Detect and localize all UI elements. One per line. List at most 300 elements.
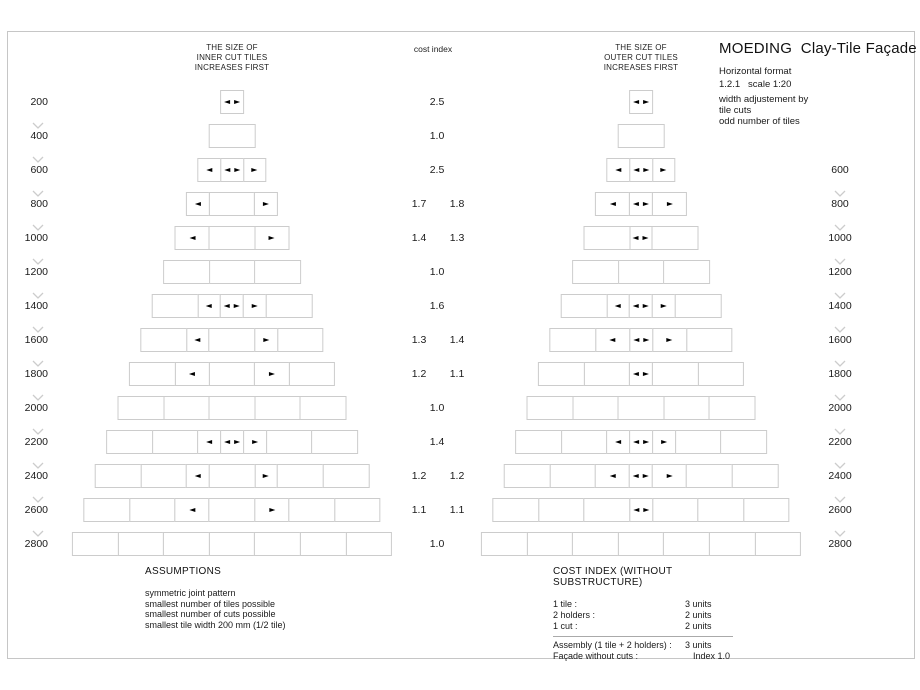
- inner-diagram-header: [132, 43, 332, 73]
- tile: [345, 532, 392, 556]
- down-chevron-icon: [32, 150, 44, 157]
- cost-value-outer: 1.2: [449, 470, 465, 482]
- tile: [720, 430, 767, 454]
- width-label-right: 2800: [828, 538, 852, 550]
- tile: [83, 498, 130, 522]
- cost-value-outer: 1.8: [449, 198, 465, 210]
- cost-row-label: Assembly (1 tile + 2 holders) :: [553, 640, 672, 650]
- assumption-line: smallest tile width 200 mm (1/2 tile): [145, 619, 286, 630]
- down-chevron-icon: [834, 184, 846, 191]
- down-chevron-icon: [834, 490, 846, 497]
- width-label-left: 200: [30, 96, 48, 108]
- width-label-right: 1000: [828, 232, 852, 244]
- tile: [618, 532, 665, 556]
- width-label-right: 1400: [828, 300, 852, 312]
- tile: [709, 532, 756, 556]
- cost-index-header: cost index: [413, 44, 453, 54]
- cut-arrow-right-icon: [252, 168, 258, 172]
- down-chevron-icon: [834, 354, 846, 361]
- tile: [629, 294, 653, 318]
- tile-group-inner: [220, 90, 244, 114]
- tile: [754, 532, 801, 556]
- tile: [209, 362, 256, 386]
- down-chevron-icon: [834, 388, 846, 395]
- tile: [220, 430, 244, 454]
- tile: [152, 294, 199, 318]
- tile-group-outer: [572, 260, 710, 284]
- tile: [652, 158, 676, 182]
- tile: [209, 192, 256, 216]
- tile: [606, 158, 630, 182]
- cut-arrow-left-icon: [615, 168, 621, 172]
- tile: [697, 498, 744, 522]
- tile: [652, 192, 687, 216]
- tile-group-outer: [584, 226, 699, 250]
- tile: [652, 464, 687, 488]
- cut-arrow-left-icon: [633, 338, 639, 342]
- tile: [300, 532, 347, 556]
- cost-value-inner: 1.7: [411, 198, 427, 210]
- width-label-right: 2600: [828, 504, 852, 516]
- down-chevron-icon: [834, 218, 846, 225]
- tile-group-outer: [618, 124, 665, 148]
- cut-arrow-right-icon: [643, 474, 649, 478]
- cut-arrow-right-icon: [666, 338, 672, 342]
- tile: [209, 226, 256, 250]
- tile: [663, 532, 710, 556]
- down-chevron-icon: [834, 422, 846, 429]
- width-label-left: 1600: [24, 334, 48, 346]
- cut-arrow-right-icon: [234, 100, 240, 104]
- cost-value: 2.5: [429, 164, 445, 176]
- tile: [538, 498, 585, 522]
- down-chevron-icon: [32, 218, 44, 225]
- tile-group-inner: [175, 226, 290, 250]
- tile: [504, 464, 551, 488]
- cost-row-value: 3 units: [685, 599, 712, 609]
- tile: [129, 362, 176, 386]
- tile: [606, 294, 630, 318]
- down-chevron-icon: [32, 490, 44, 497]
- down-chevron-icon: [32, 252, 44, 259]
- tile: [254, 260, 301, 284]
- tile: [243, 158, 267, 182]
- tile: [209, 396, 256, 420]
- cost-row-label: 1 cut :: [553, 621, 578, 631]
- tile: [652, 328, 687, 352]
- width-label-right: 600: [831, 164, 849, 176]
- tile: [584, 226, 631, 250]
- cut-arrow-right-icon: [643, 100, 649, 104]
- tile: [163, 260, 210, 284]
- cut-arrow-right-icon: [269, 236, 275, 240]
- tile-group-outer: [595, 192, 687, 216]
- tile: [595, 192, 630, 216]
- tile: [106, 430, 153, 454]
- tile: [572, 260, 619, 284]
- cost-row-value: 2 units: [685, 621, 712, 631]
- inner-header-line: INCREASES FIRST: [194, 63, 270, 72]
- cut-arrow-right-icon: [643, 508, 649, 512]
- tile-group-outer: [629, 90, 653, 114]
- tile: [220, 158, 244, 182]
- tile: [118, 396, 165, 420]
- tile: [209, 464, 256, 488]
- tile: [606, 430, 630, 454]
- tile: [629, 430, 653, 454]
- tile: [675, 430, 722, 454]
- cut-arrow-left-icon: [206, 440, 212, 444]
- width-label-right: 800: [831, 198, 849, 210]
- tile: [675, 294, 722, 318]
- tile: [652, 226, 699, 250]
- down-chevron-icon: [32, 422, 44, 429]
- tile: [492, 498, 539, 522]
- cut-arrow-right-icon: [643, 338, 649, 342]
- cost-row: [553, 599, 743, 610]
- cut-arrow-right-icon: [269, 372, 275, 376]
- cut-arrow-right-icon: [643, 440, 649, 444]
- cut-arrow-left-icon: [633, 168, 639, 172]
- tile: [652, 362, 699, 386]
- cost-value-inner: 1.2: [411, 368, 427, 380]
- tile: [743, 498, 790, 522]
- cost-value: 2.5: [429, 96, 445, 108]
- tile: [266, 294, 313, 318]
- tile: [140, 464, 187, 488]
- cut-arrow-right-icon: [263, 202, 269, 206]
- width-label-right: 2400: [828, 470, 852, 482]
- width-label-left: 2000: [24, 402, 48, 414]
- cost-value-inner: 1.4: [411, 232, 427, 244]
- cut-arrow-right-icon: [661, 440, 667, 444]
- page-title: MOEDING Clay-Tile Façade: [719, 40, 917, 57]
- tile: [663, 396, 710, 420]
- cost-value: 1.0: [429, 538, 445, 550]
- cost-value-outer: 1.3: [449, 232, 465, 244]
- cut-arrow-left-icon: [615, 304, 621, 308]
- tile: [527, 396, 574, 420]
- cost-value: 1.0: [429, 266, 445, 278]
- tile: [175, 226, 210, 250]
- cut-arrow-left-icon: [206, 304, 212, 308]
- tile: [288, 498, 335, 522]
- tile-group-inner: [95, 464, 370, 488]
- tile: [197, 294, 221, 318]
- cost-value: 1.4: [429, 436, 445, 448]
- tile: [572, 532, 619, 556]
- width-label-right: 2000: [828, 402, 852, 414]
- cut-arrow-left-icon: [189, 236, 195, 240]
- tile: [254, 396, 301, 420]
- down-chevron-icon: [32, 456, 44, 463]
- subtitle-note: tile cuts: [719, 105, 752, 116]
- cut-arrow-left-icon: [610, 338, 616, 342]
- width-label-left: 400: [30, 130, 48, 142]
- tile-group-inner: [106, 430, 358, 454]
- tile-group-outer: [481, 532, 801, 556]
- tile: [629, 328, 653, 352]
- down-chevron-icon: [32, 320, 44, 327]
- width-label-left: 1000: [24, 232, 48, 244]
- tile: [72, 532, 119, 556]
- tile: [629, 464, 653, 488]
- cut-arrow-right-icon: [234, 168, 240, 172]
- tile-group-inner: [209, 124, 256, 148]
- tile: [186, 328, 210, 352]
- tile-group-inner: [72, 532, 392, 556]
- tile-group-inner: [163, 260, 301, 284]
- cut-arrow-right-icon: [661, 304, 667, 308]
- cost-value-inner: 1.1: [411, 504, 427, 516]
- cost-row-label: 1 tile :: [553, 599, 578, 609]
- cut-arrow-left-icon: [633, 474, 639, 478]
- width-label-left: 600: [30, 164, 48, 176]
- assumptions-heading: ASSUMPTIONS: [145, 566, 222, 577]
- width-label-left: 2400: [24, 470, 48, 482]
- cut-arrow-right-icon: [643, 168, 649, 172]
- cost-table-divider: [553, 636, 733, 637]
- tile: [209, 498, 256, 522]
- tile-group-inner: [186, 192, 278, 216]
- cut-arrow-right-icon: [252, 304, 258, 308]
- tile: [243, 430, 267, 454]
- tile-group-outer: [515, 430, 767, 454]
- tile: [652, 294, 676, 318]
- tile: [254, 498, 289, 522]
- tile: [595, 464, 630, 488]
- tile: [209, 260, 256, 284]
- down-chevron-icon: [32, 116, 44, 123]
- width-label-right: 2200: [828, 436, 852, 448]
- tile-group-outer: [606, 158, 675, 182]
- tile: [629, 192, 653, 216]
- tile: [481, 532, 528, 556]
- tile-group-outer: [538, 362, 744, 386]
- tile: [538, 362, 585, 386]
- tile: [95, 464, 142, 488]
- width-label-left: 1400: [24, 300, 48, 312]
- tile: [561, 430, 608, 454]
- tile: [209, 328, 256, 352]
- cut-arrow-right-icon: [269, 508, 275, 512]
- cut-arrow-right-icon: [666, 202, 672, 206]
- tile: [311, 430, 358, 454]
- tile: [618, 396, 665, 420]
- tile: [254, 362, 289, 386]
- cut-arrow-right-icon: [252, 440, 258, 444]
- outer-header-line: THE SIZE OF: [615, 43, 667, 52]
- width-label-left: 2200: [24, 436, 48, 448]
- width-label-left: 800: [30, 198, 48, 210]
- cost-value: 1.0: [429, 402, 445, 414]
- tile: [243, 294, 267, 318]
- cut-arrow-right-icon: [643, 304, 649, 308]
- cut-arrow-left-icon: [633, 100, 639, 104]
- cut-arrow-left-icon: [633, 508, 639, 512]
- cut-arrow-left-icon: [189, 508, 195, 512]
- tile: [254, 226, 289, 250]
- cut-arrow-left-icon: [195, 202, 201, 206]
- cost-row-value: Index 1.0: [693, 651, 731, 661]
- tile: [334, 498, 381, 522]
- width-label-right: 1800: [828, 368, 852, 380]
- tile: [152, 430, 199, 454]
- cut-arrow-left-icon: [615, 440, 621, 444]
- down-chevron-icon: [32, 184, 44, 191]
- tile: [629, 90, 653, 114]
- cost-row-value: 3 units: [685, 640, 712, 650]
- tile: [209, 124, 256, 148]
- cost-value: 1.0: [429, 130, 445, 142]
- down-chevron-icon: [32, 354, 44, 361]
- tile: [197, 158, 221, 182]
- tile: [129, 498, 176, 522]
- assumptions-block: [145, 566, 286, 630]
- tile: [629, 226, 653, 250]
- tile-group-outer: [527, 396, 756, 420]
- cost-row: [553, 651, 743, 662]
- tile: [220, 90, 244, 114]
- tile: [629, 158, 653, 182]
- inner-header-line: THE SIZE OF: [206, 43, 258, 52]
- cost-index-block: [553, 566, 743, 662]
- cut-arrow-right-icon: [643, 202, 649, 206]
- cut-arrow-right-icon: [234, 440, 240, 444]
- cut-arrow-left-icon: [195, 338, 201, 342]
- tile: [323, 464, 370, 488]
- tile-group-outer: [492, 498, 789, 522]
- cost-row: [553, 621, 743, 632]
- cut-arrow-left-icon: [633, 236, 639, 240]
- cost-row-label: Façade without cuts :: [553, 651, 639, 661]
- assumption-line: smallest number of tiles possible: [145, 598, 276, 609]
- tile: [277, 328, 324, 352]
- cut-arrow-right-icon: [643, 372, 649, 376]
- tile: [175, 498, 210, 522]
- cut-arrow-left-icon: [224, 304, 230, 308]
- down-chevron-icon: [834, 252, 846, 259]
- tile: [686, 464, 733, 488]
- cost-value-outer: 1.1: [449, 368, 465, 380]
- tile-group-inner: [118, 396, 347, 420]
- cut-arrow-left-icon: [224, 440, 230, 444]
- cut-arrow-left-icon: [610, 202, 616, 206]
- tile: [709, 396, 756, 420]
- tile-group-inner: [83, 498, 380, 522]
- outer-header-line: OUTER CUT TILES: [604, 53, 678, 62]
- tile-group-inner: [129, 362, 335, 386]
- tile-group-inner: [140, 328, 323, 352]
- cost-index-heading: COST INDEX (WITHOUT SUBSTRUCTURE): [553, 566, 673, 588]
- cut-arrow-left-icon: [610, 474, 616, 478]
- cost-value-inner: 1.3: [411, 334, 427, 346]
- tile: [254, 328, 278, 352]
- cut-arrow-right-icon: [666, 474, 672, 478]
- assumption-line: symmetric joint pattern: [145, 588, 236, 598]
- tile-group-outer: [549, 328, 732, 352]
- tile: [572, 396, 619, 420]
- tile: [254, 532, 301, 556]
- tile: [220, 294, 244, 318]
- tile-group-inner: [197, 158, 266, 182]
- tile: [561, 294, 608, 318]
- tile: [515, 430, 562, 454]
- tile: [300, 396, 347, 420]
- tile: [186, 464, 210, 488]
- tile: [277, 464, 324, 488]
- cut-arrow-left-icon: [189, 372, 195, 376]
- tile: [254, 464, 278, 488]
- tile: [209, 532, 256, 556]
- cut-arrow-left-icon: [206, 168, 212, 172]
- tile: [175, 362, 210, 386]
- width-label-left: 2600: [24, 504, 48, 516]
- tile-group-outer: [504, 464, 779, 488]
- tile: [697, 362, 744, 386]
- assumption-line: smallest number of cuts possible: [145, 609, 276, 619]
- down-chevron-icon: [32, 388, 44, 395]
- cut-arrow-left-icon: [224, 168, 230, 172]
- tile: [629, 498, 653, 522]
- tile: [140, 328, 187, 352]
- tile: [663, 260, 710, 284]
- cost-row: [553, 640, 743, 651]
- cost-row-value: 2 units: [685, 610, 712, 620]
- cost-value-outer: 1.1: [449, 504, 465, 516]
- cut-arrow-right-icon: [263, 474, 269, 478]
- subtitle-format: Horizontal format: [719, 66, 792, 77]
- cost-value-inner: 1.2: [411, 470, 427, 482]
- cost-value-outer: 1.4: [449, 334, 465, 346]
- down-chevron-icon: [834, 456, 846, 463]
- tile: [163, 532, 210, 556]
- inner-header-line: INNER CUT TILES: [196, 53, 268, 62]
- down-chevron-icon: [32, 286, 44, 293]
- cut-arrow-left-icon: [633, 440, 639, 444]
- tile: [584, 498, 631, 522]
- tile: [618, 124, 665, 148]
- down-chevron-icon: [834, 524, 846, 531]
- down-chevron-icon: [834, 320, 846, 327]
- outer-diagram-header: [541, 43, 741, 73]
- tile: [686, 328, 733, 352]
- width-label-left: 1800: [24, 368, 48, 380]
- tile: [595, 328, 630, 352]
- cut-arrow-left-icon: [633, 202, 639, 206]
- cut-arrow-left-icon: [224, 100, 230, 104]
- width-label-left: 2800: [24, 538, 48, 550]
- cut-arrow-right-icon: [643, 236, 649, 240]
- outer-header-line: INCREASES FIRST: [603, 63, 679, 72]
- tile: [197, 430, 221, 454]
- cut-arrow-left-icon: [195, 474, 201, 478]
- down-chevron-icon: [32, 524, 44, 531]
- down-chevron-icon: [834, 286, 846, 293]
- tile: [652, 430, 676, 454]
- tile: [266, 430, 313, 454]
- title-subtext: [719, 66, 808, 127]
- tile: [118, 532, 165, 556]
- tile: [254, 192, 278, 216]
- subtitle-note: width adjustement by: [719, 94, 809, 105]
- cut-arrow-left-icon: [633, 304, 639, 308]
- tile: [732, 464, 779, 488]
- tile: [549, 328, 596, 352]
- tile: [186, 192, 210, 216]
- width-label-left: 1200: [24, 266, 48, 278]
- width-label-right: 1600: [828, 334, 852, 346]
